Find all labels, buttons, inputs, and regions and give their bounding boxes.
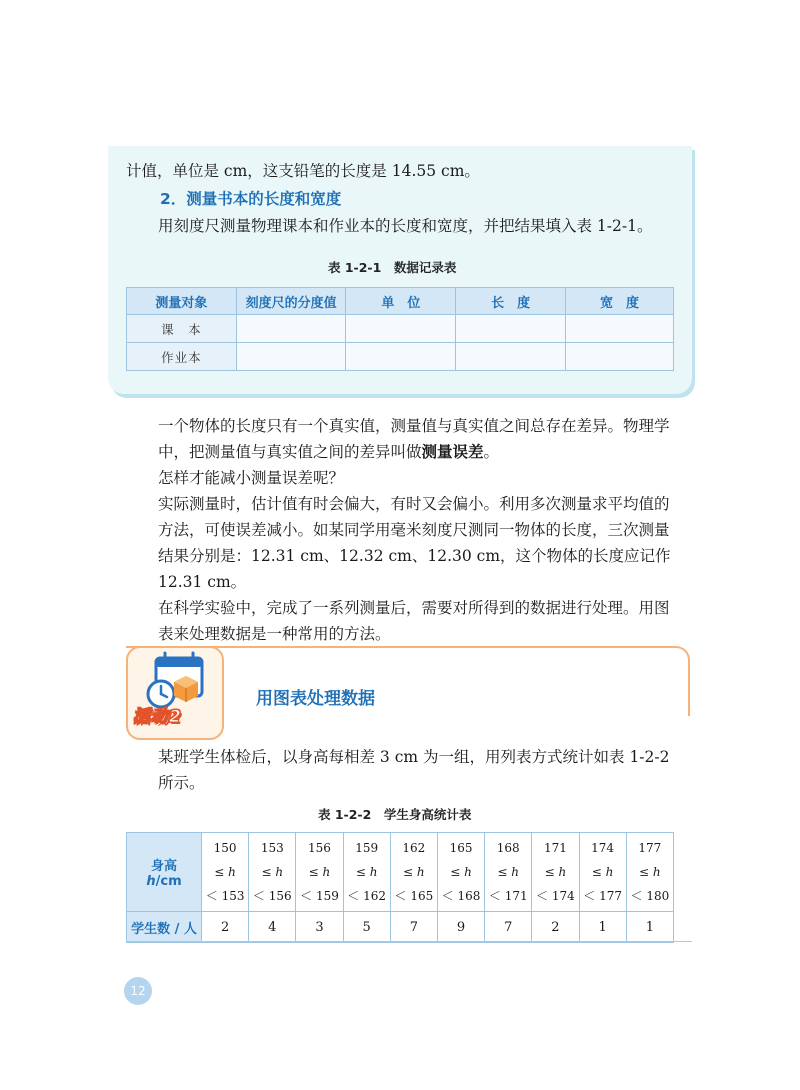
le-symbol: ≤ [497, 865, 508, 879]
range-high-value: 180 [646, 889, 670, 903]
term-measurement-error: 测量误差 [421, 443, 484, 461]
table2-height-header [127, 833, 202, 912]
var-h: h [416, 865, 425, 879]
range-low: 153 [260, 841, 284, 855]
range-low: 156 [308, 841, 331, 855]
height-label: 身高 [150, 859, 177, 874]
body-text [126, 413, 682, 647]
var-h: h [228, 865, 236, 879]
var-h: h [464, 865, 472, 879]
paragraph-measurement-error [126, 413, 682, 465]
student-count-cell: 1 [579, 912, 626, 943]
student-count-cell: 1 [626, 912, 673, 943]
range-high [202, 884, 248, 908]
table2-caption: 表 1-2-2 学生身高统计表 [318, 807, 472, 822]
range-high-value: 174 [551, 889, 575, 903]
student-count-cell: 2 [532, 912, 579, 943]
activity2-label: 活动2 [133, 707, 182, 727]
data-record-table [126, 287, 674, 371]
activity1-step-heading: 2．测量书本的长度和宽度 [160, 190, 342, 208]
range-high [296, 884, 342, 908]
range-high [249, 884, 295, 908]
range-high [344, 884, 390, 908]
le-symbol: ≤ [544, 865, 555, 879]
lt-symbol: ＜ [583, 889, 596, 903]
activity1-step-text: 用刻度尺测量物理课本和作业本的长度和宽度，并把结果填入表 1-2-1。 [158, 217, 653, 235]
le-symbol: ≤ [403, 865, 414, 879]
lt-symbol: ＜ [630, 889, 643, 903]
table1-header: 长 度 [456, 288, 566, 315]
table-row [127, 315, 674, 343]
range-mid [532, 860, 578, 884]
range-high-value: 171 [504, 889, 528, 903]
range-high [580, 884, 626, 908]
lt-symbol: ＜ [536, 889, 549, 903]
table1-header: 宽 度 [566, 288, 674, 315]
range-high [391, 884, 437, 908]
var-h: h [322, 865, 331, 879]
height-range-cell [249, 833, 296, 912]
range-low: 159 [355, 841, 379, 855]
student-count-cell: 3 [296, 912, 343, 943]
range-mid [391, 860, 437, 884]
range-low: 162 [402, 841, 426, 855]
activity1-continuation: 计值，单位是 cm，这支铅笔的长度是 14.55 cm。 [126, 162, 480, 180]
paragraph-text: 一个物体的长度只有一个真实值，测量值与真实值之间总存在差异。物理学中，把测量值与真实值之间的差异叫做 [158, 417, 670, 461]
le-symbol: ≤ [450, 865, 461, 879]
table2-range-row [127, 833, 674, 912]
lt-symbol: ＜ [300, 889, 313, 903]
var-h: h [511, 865, 520, 879]
table1-empty-cell[interactable] [346, 315, 456, 343]
table1-row-label: 作业本 [127, 343, 237, 371]
le-symbol: ≤ [591, 865, 602, 879]
range-high [532, 884, 578, 908]
range-high-value: 168 [457, 889, 481, 903]
var-h: h [369, 865, 378, 879]
activity2-intro [126, 744, 682, 796]
height-range-cell [296, 833, 343, 912]
activity2-intro-text: 某班学生体检后，以身高每相差 3 cm 为一组，用列表方式统计如表 1-2-2 所示。 [158, 748, 670, 792]
page-number: 12 [124, 977, 152, 1005]
table2-count-row [127, 912, 674, 943]
range-high-value: 153 [221, 889, 245, 903]
le-symbol: ≤ [639, 865, 650, 879]
table1-header: 刻度尺的分度值 [236, 288, 346, 315]
range-low: 165 [449, 841, 473, 855]
height-unit: /cm [155, 874, 182, 889]
range-low: 177 [638, 841, 662, 855]
table1-row-label: 课 本 [127, 315, 237, 343]
table-row [127, 343, 674, 371]
height-range-cell [579, 833, 626, 912]
le-symbol: ≤ [308, 865, 319, 879]
range-high-value: 177 [599, 889, 622, 903]
table1-empty-cell[interactable] [456, 315, 566, 343]
table1-header: 单 位 [346, 288, 456, 315]
height-range-cell [626, 833, 673, 912]
lt-symbol: ＜ [394, 889, 407, 903]
student-count-cell: 5 [343, 912, 390, 943]
range-mid [438, 860, 484, 884]
activity2-title: 用图表处理数据 [256, 689, 375, 709]
range-low: 171 [543, 841, 567, 855]
student-count-cell: 2 [202, 912, 249, 943]
student-count-cell: 9 [437, 912, 484, 943]
lt-symbol: ＜ [488, 889, 501, 903]
height-range-cell [532, 833, 579, 912]
lt-symbol: ＜ [205, 889, 218, 903]
height-range-cell [202, 833, 249, 912]
height-range-cell [390, 833, 437, 912]
var-h: h [605, 865, 614, 879]
table1-empty-cell[interactable] [236, 315, 346, 343]
le-symbol: ≤ [355, 865, 366, 879]
table1-empty-cell[interactable] [236, 343, 346, 371]
student-count-cell: 7 [485, 912, 532, 943]
paragraph-averaging: 实际测量时，估计值有时会偏大，有时又会偏小。利用多次测量求平均值的方法，可使误差减小。如某同学用毫米刻度尺测同一物体的长度，三次测量结果分别是：12.31 cm、12.32 cm、12.30 cm，这个物体的长度应记作 12.31 cm。 [158, 495, 671, 591]
range-high-value: 159 [315, 889, 339, 903]
lt-symbol: ＜ [252, 889, 265, 903]
range-low: 168 [496, 841, 520, 855]
range-high [438, 884, 484, 908]
divider [126, 941, 692, 942]
table1-header-row [127, 288, 674, 315]
var-h: h [558, 865, 567, 879]
table1-empty-cell[interactable] [566, 315, 674, 343]
range-mid [580, 860, 626, 884]
paragraph-text: 。 [483, 443, 500, 461]
table1-empty-cell[interactable] [456, 343, 566, 371]
range-mid [296, 860, 342, 884]
lt-symbol: ＜ [347, 889, 360, 903]
paragraph-data-processing: 在科学实验中，完成了一系列测量后，需要对所得到的数据进行处理。用图表来处理数据是一种常用的方法。 [158, 599, 670, 643]
height-range-cell [485, 833, 532, 912]
range-mid [485, 860, 531, 884]
table1-empty-cell[interactable] [566, 343, 674, 371]
range-mid [627, 860, 673, 884]
le-symbol: ≤ [261, 865, 272, 879]
range-low: 174 [591, 841, 615, 855]
student-count-cell: 4 [249, 912, 296, 943]
range-low: 150 [213, 841, 237, 855]
range-high-value: 165 [410, 889, 434, 903]
table1-header: 测量对象 [127, 288, 237, 315]
table1-empty-cell[interactable] [346, 343, 456, 371]
range-high [485, 884, 531, 908]
range-high [627, 884, 673, 908]
var-h: h [275, 865, 284, 879]
range-mid [344, 860, 390, 884]
height-stats-table [126, 832, 674, 943]
lt-symbol: ＜ [441, 889, 454, 903]
student-count-cell: 7 [390, 912, 437, 943]
table1-caption: 表 1-2-1 数据记录表 [328, 260, 457, 275]
height-range-cell [343, 833, 390, 912]
height-range-cell [437, 833, 484, 912]
range-high-value: 156 [268, 889, 292, 903]
var-h: h [652, 865, 661, 879]
range-mid [202, 860, 248, 884]
range-high-value: 162 [363, 889, 387, 903]
height-var: h [146, 874, 156, 889]
table2-count-header: 学生数 / 人 [127, 912, 202, 943]
range-mid [249, 860, 295, 884]
paragraph-question: 怎样才能减小测量误差呢？ [158, 469, 345, 487]
le-symbol: ≤ [214, 865, 225, 879]
